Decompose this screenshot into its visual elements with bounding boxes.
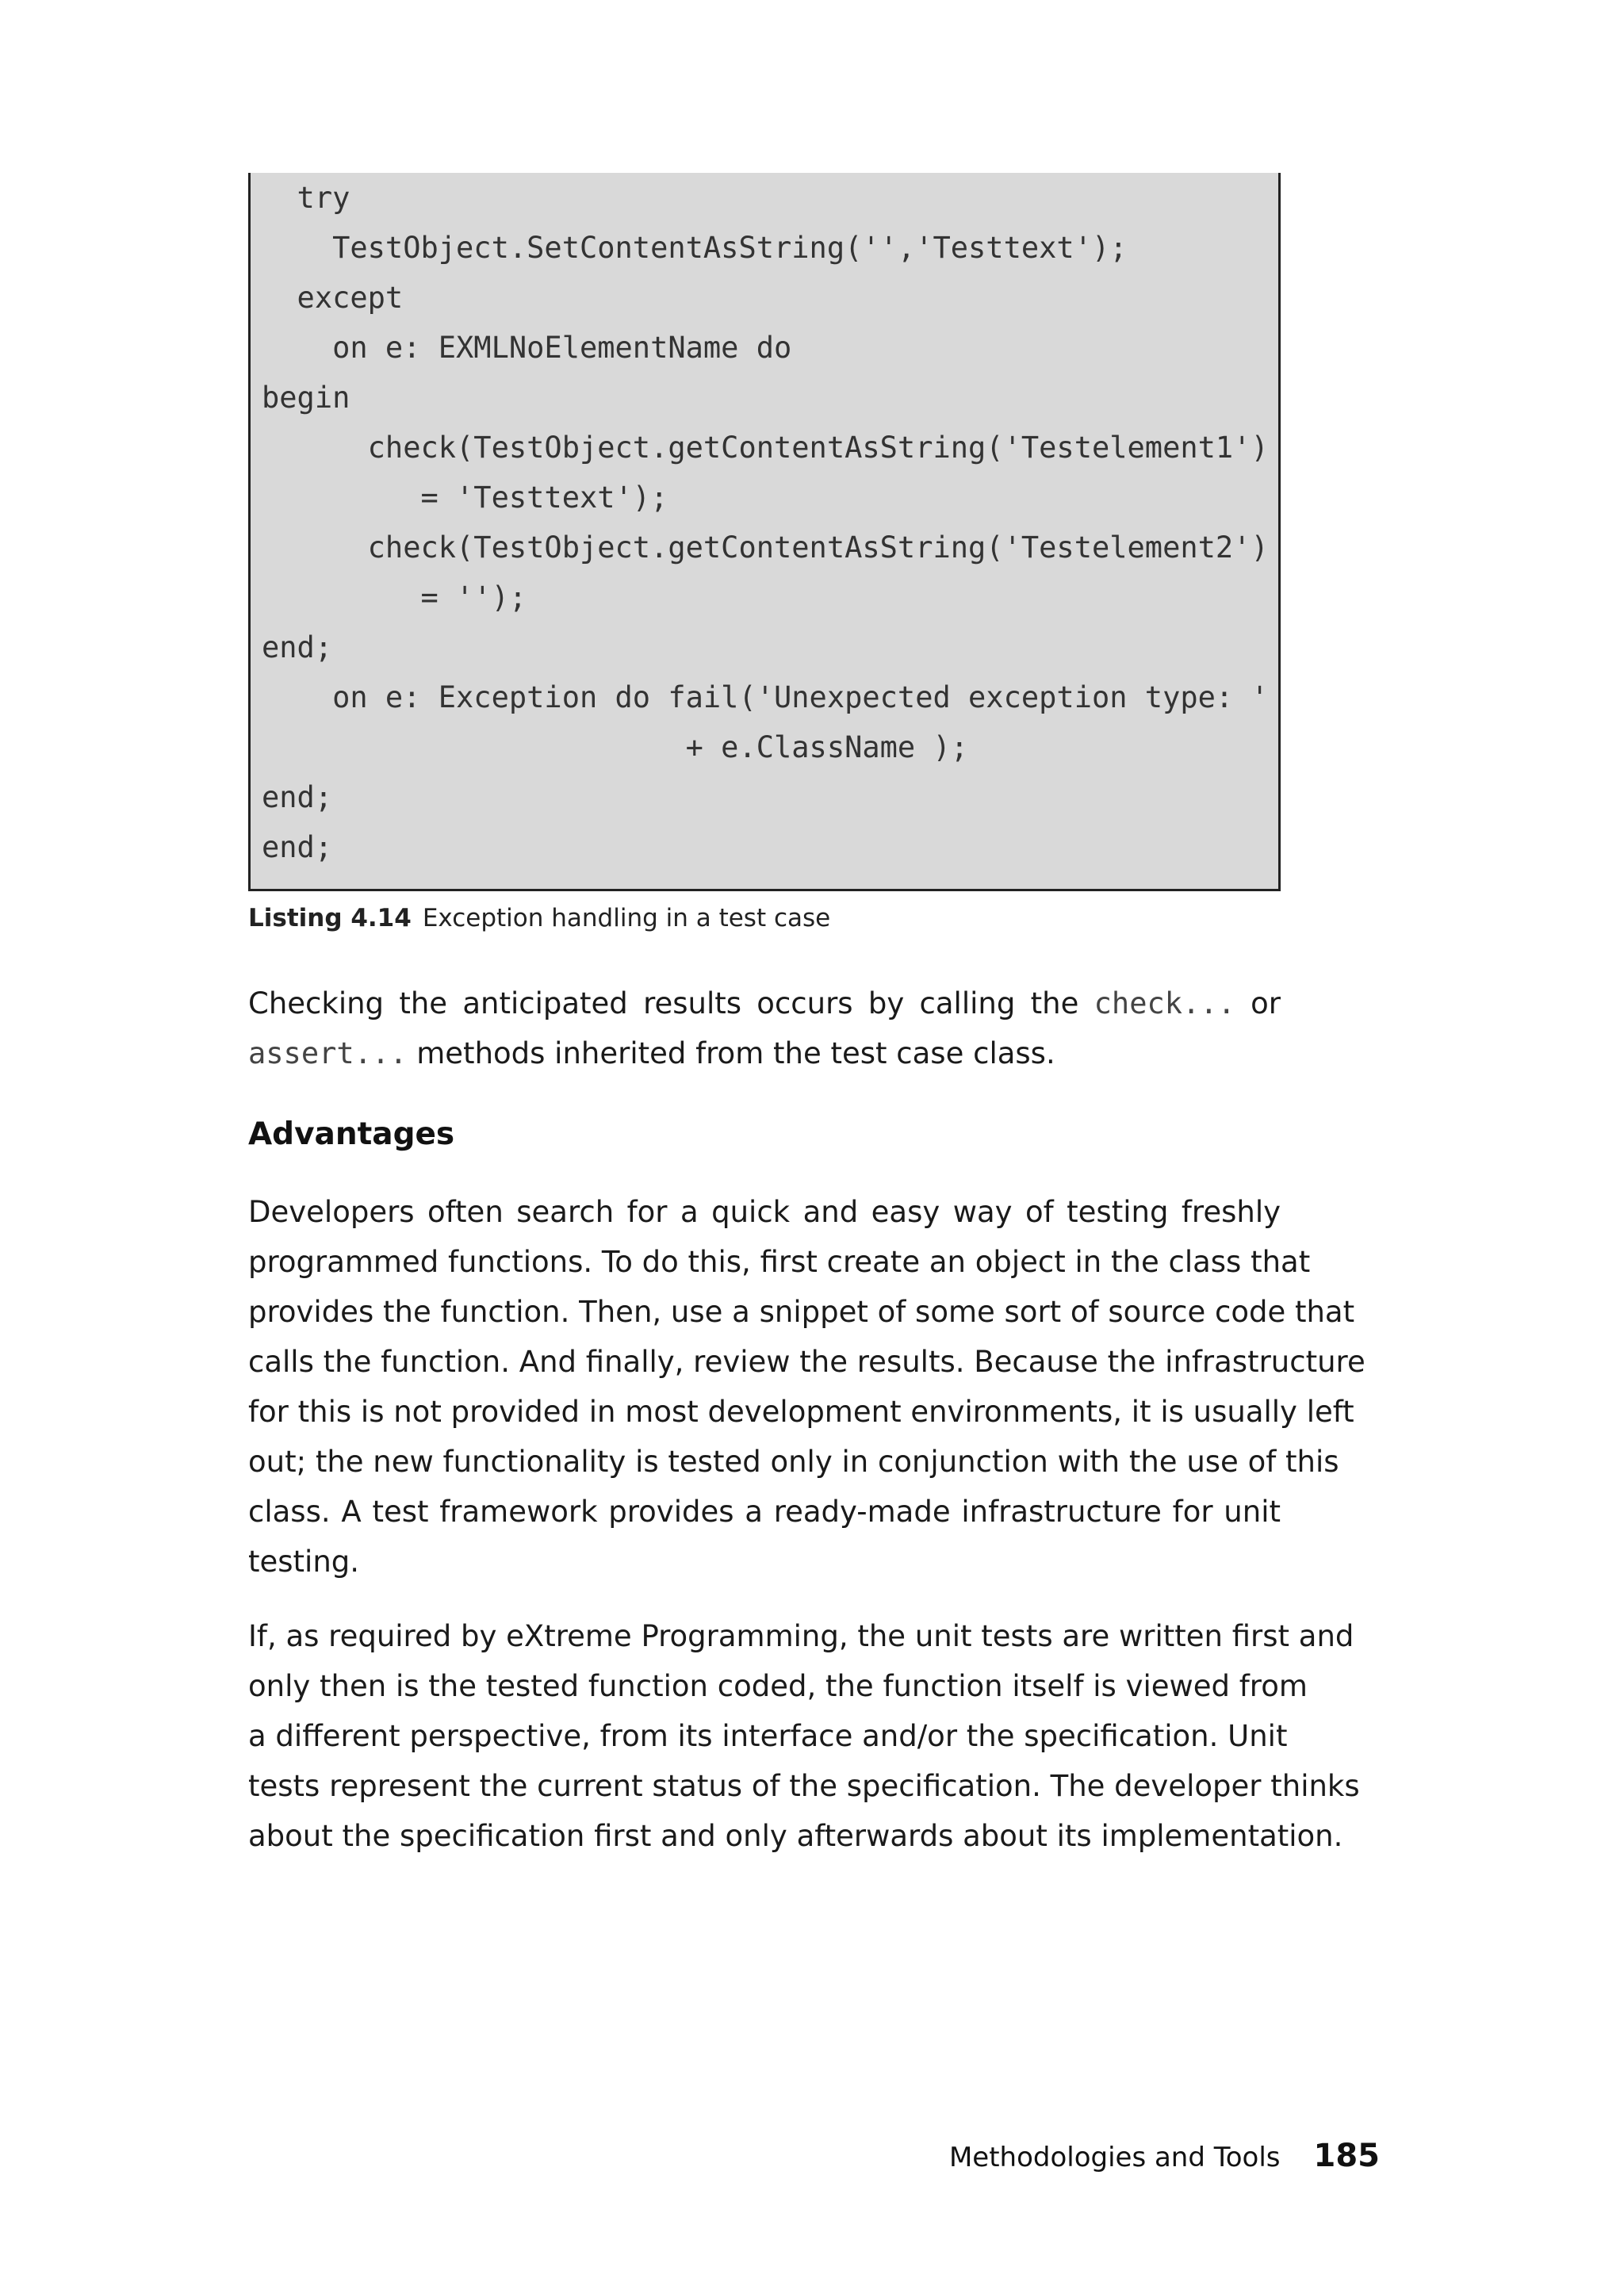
code-line: except [262, 281, 404, 315]
listing-caption [248, 904, 830, 932]
code-line: end; [262, 630, 333, 664]
intro-text: or [1251, 986, 1281, 1020]
section-heading: Advantages [248, 1116, 455, 1152]
paragraph-line: If, as required by eXtreme Programming, the unit tests are written first and [248, 1619, 1354, 1653]
code-line: on e: EXMLNoElementName do [262, 331, 792, 365]
paragraph-line: testing. [248, 1545, 360, 1579]
paragraph-line: class. A test framework provides a ready-made infrastructure for unit [248, 1495, 1281, 1529]
code-line: end; [262, 780, 333, 814]
paragraph-line: tests represent the current status of the specification. The developer thinks [248, 1769, 1360, 1803]
listing-caption-label: Listing 4.14 [248, 904, 412, 932]
paragraph-line: out; the new functionality is tested only in conjunction with the use of this [248, 1445, 1339, 1479]
code-line: TestObject.SetContentAsString('','Testtext'); [262, 231, 1128, 265]
code-line: end; [262, 830, 333, 864]
paragraph-line: for this is not provided in most development environments, it is usually left [248, 1395, 1354, 1429]
inline-code-assert: assert... [248, 1036, 408, 1070]
code-line: = ''); [262, 580, 527, 615]
paragraph-line: programmed functions. To do this, first create an object in the class that [248, 1245, 1311, 1279]
chapter-title: Methodologies and Tools [948, 2142, 1281, 2173]
code-line: on e: Exception do fail('Unexpected exception type: ' [262, 680, 1269, 714]
code-line: begin [262, 381, 350, 415]
code-listing [248, 173, 1281, 891]
paragraph-line: a different perspective, from its interface and/or the specification. Unit [248, 1719, 1288, 1753]
body-paragraph-2 [248, 1611, 1360, 1861]
paragraph-line [248, 1028, 1281, 1078]
paragraph-line: calls the function. And finally, review the results. Because the infrastructure [248, 1345, 1365, 1379]
code-line: check(TestObject.getContentAsString('Testelement2') [262, 530, 1269, 565]
intro-paragraph [248, 978, 1281, 1078]
listing-caption-text: Exception handling in a test case [422, 904, 831, 932]
paragraph-line [248, 978, 1281, 1028]
code-line: try [262, 181, 350, 215]
page-footer [793, 2138, 1380, 2174]
inline-code-check: check... [1094, 986, 1235, 1020]
paragraph-line: provides the function. Then, use a snippet of some sort of source code that [248, 1295, 1355, 1329]
code-line: = 'Testtext'); [262, 481, 668, 515]
intro-text: Checking the anticipated results occurs by calling the [248, 986, 1079, 1020]
intro-text: methods inherited from the test case class. [416, 1036, 1055, 1070]
page-number: 185 [1313, 2138, 1380, 2174]
body-paragraph-1 [248, 1187, 1365, 1587]
code-line: + e.ClassName ); [262, 730, 969, 764]
paragraph-line: Developers often search for a quick and easy way of testing freshly [248, 1195, 1281, 1229]
paragraph-line: only then is the tested function coded, the function itself is viewed from [248, 1669, 1308, 1703]
paragraph-line: about the specification first and only afterwards about its implementation. [248, 1819, 1343, 1853]
code-line: check(TestObject.getContentAsString('Testelement1') [262, 431, 1269, 465]
